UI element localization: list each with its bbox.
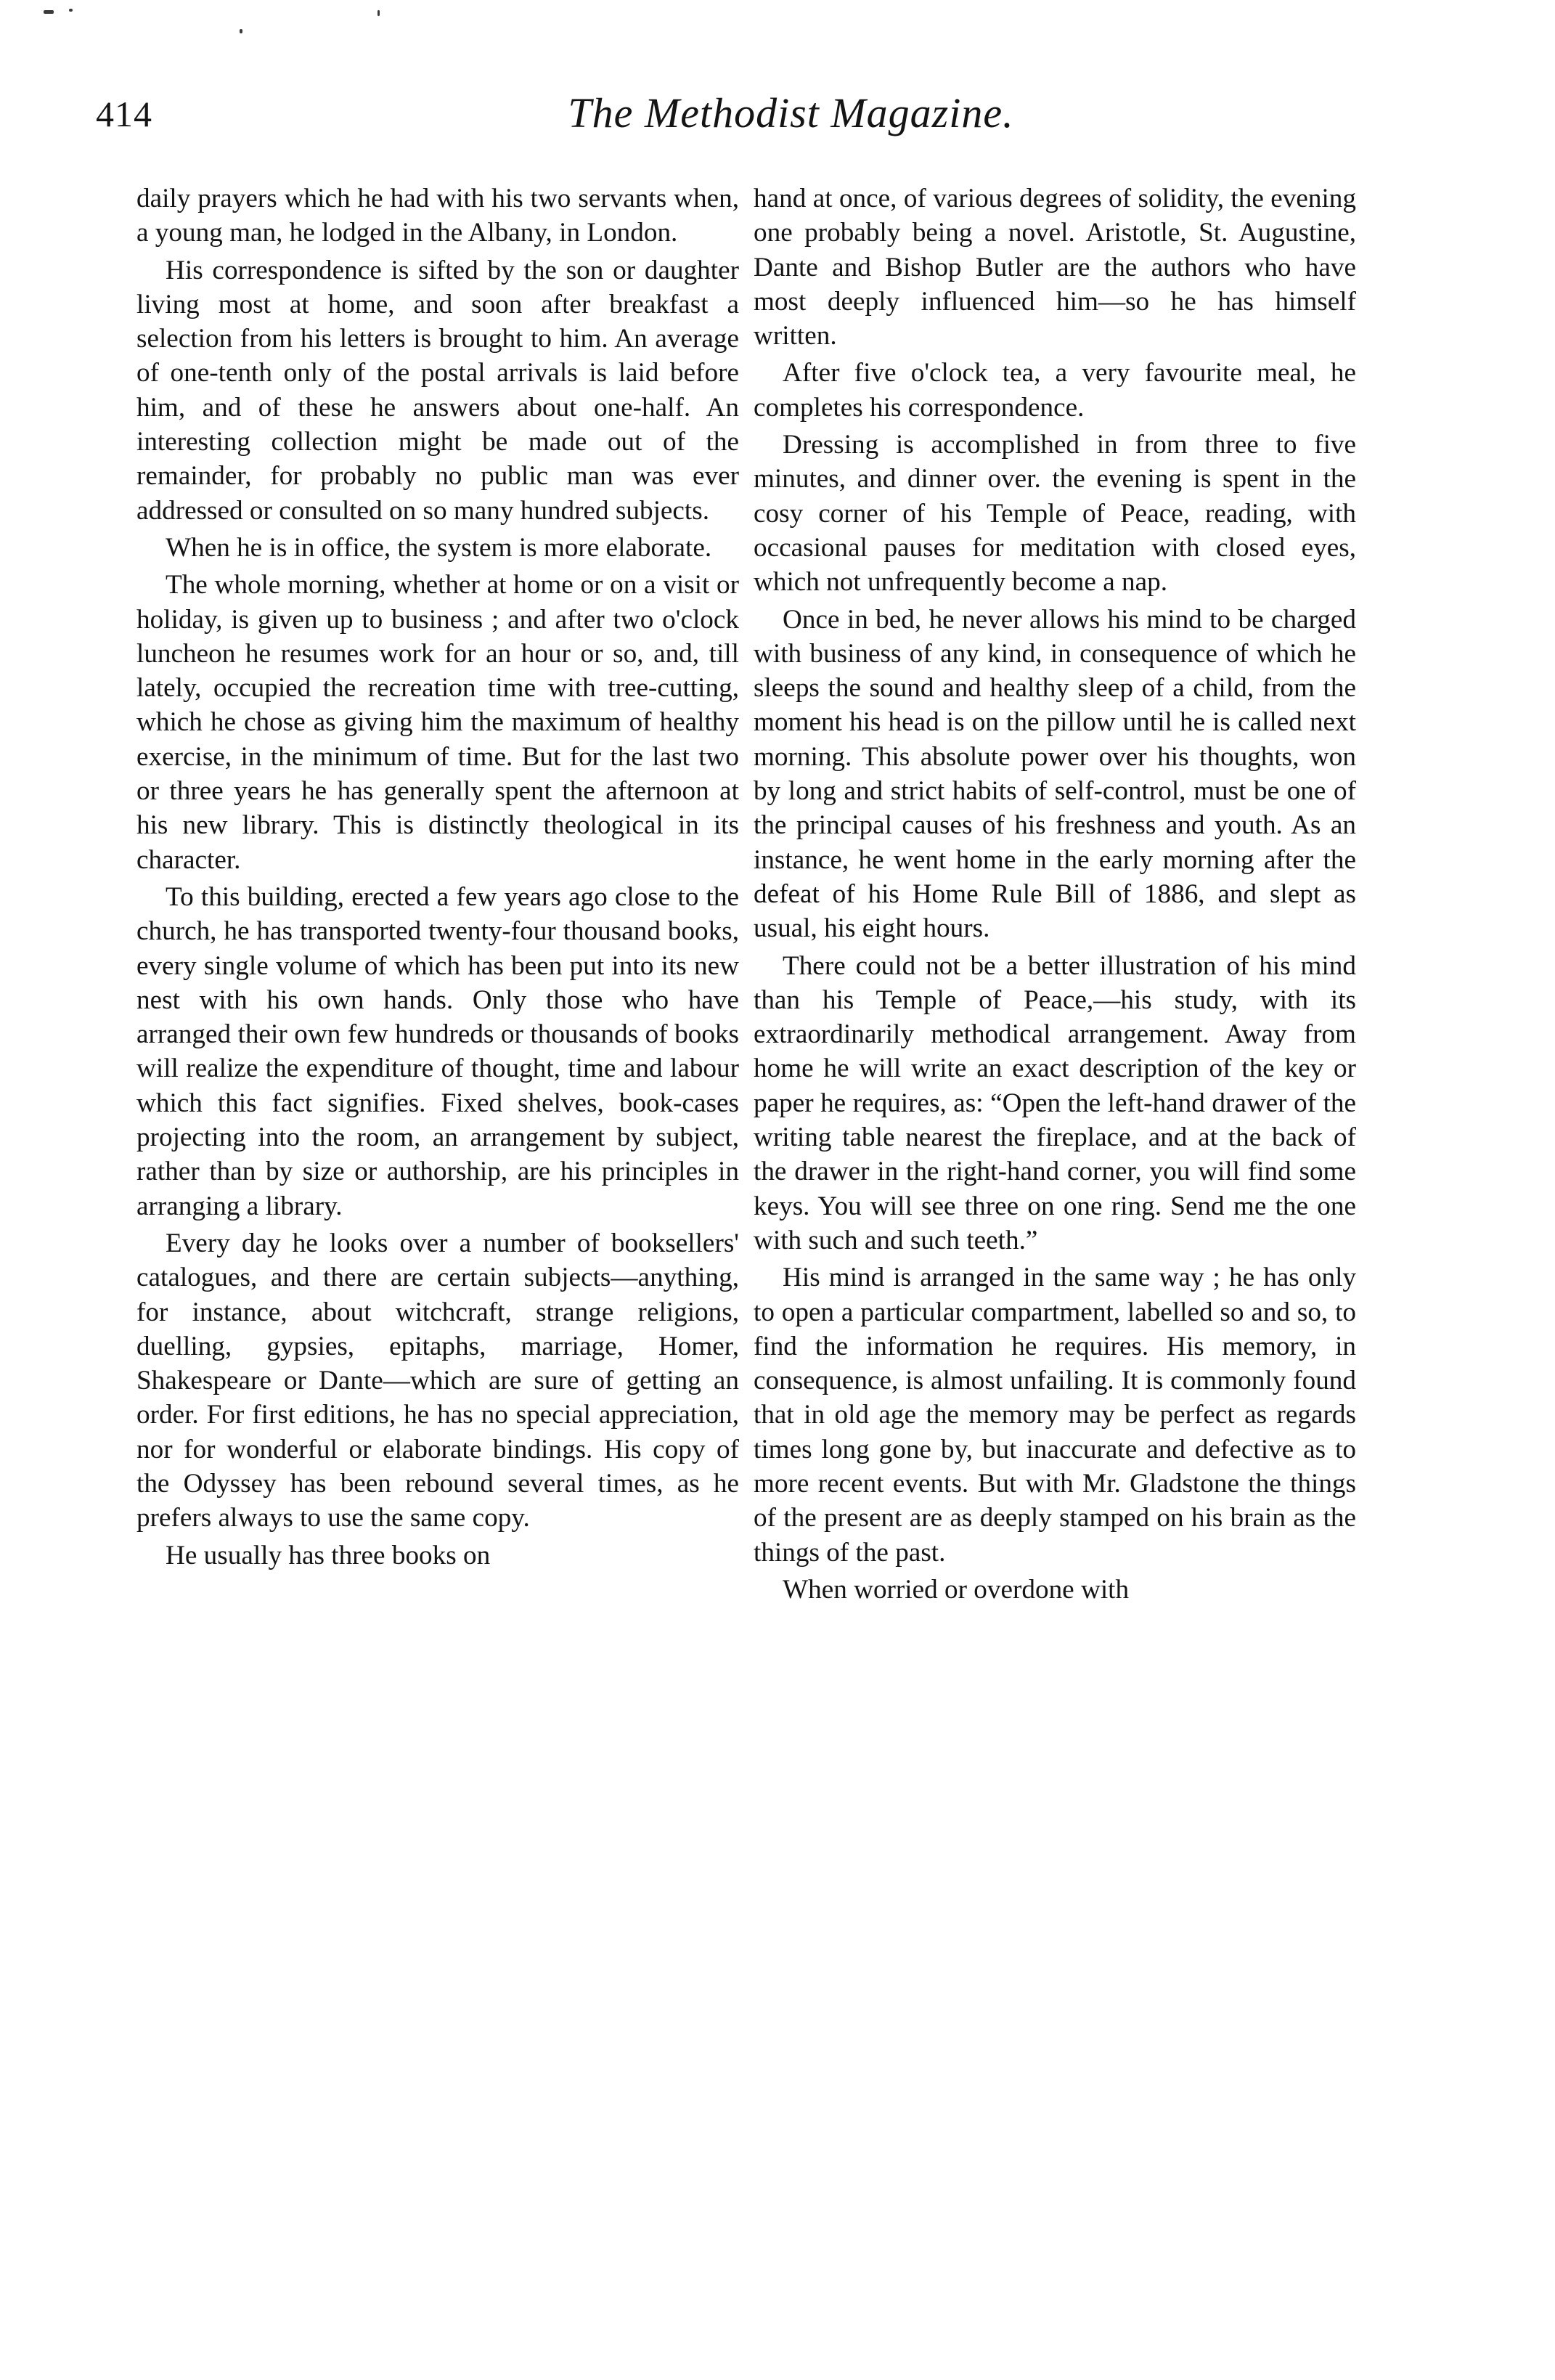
paragraph: When worried or overdone with — [783, 1574, 1130, 1605]
paragraph: After five o'clock tea, a very favourite meal, he completes his correspondence. — [754, 358, 1356, 423]
paragraph: When he is in office, the system is more elaborate. — [166, 532, 712, 563]
paragraph: Dressing is accomplished in from three to five minutes, and dinner over. the evening is spent in the cosy corner of his Temple of Peace, reading, with occasional pauses for meditation with closed eyes, which not unfrequently become a nap. — [754, 430, 1356, 598]
running-title: The Methodist Magazine. — [568, 89, 1014, 136]
paragraph: His correspondence is sifted by the son or daughter living most at home, and soon after breakfast a selection from his letters is brought to him. An average of one-tenth only of the postal arrivals is laid before him, and of these he answers about one-half. An interesting collection might be made out of the remainder, for probably no public man was ever addressed or consulted on so many hundred subjects. — [136, 255, 739, 526]
print-speck — [44, 10, 54, 14]
paragraph: To this building, erected a few years ago close to the church, he has transported twenty-four thousand books, every single volume of which has been put into its new nest with his own hands. Only those who have arranged their own few hundreds or thousands of books will realize the expenditure of thought, time and labour which this fact signifies. Fixed shelves, book-cases projecting into the room, an arrangement by subject, rather than by size or authorship, are his principles in arranging a library. — [136, 881, 739, 1221]
paragraph: daily prayers which he had with his two servants when, a young man, he lodged in the Albany, in London. — [136, 184, 739, 248]
print-speck — [377, 10, 380, 16]
page-number: 414 — [96, 94, 152, 134]
paragraph: hand at once, of various degrees of solidity, the evening one probably being a novel. Aristotle, St. Augustine, Dante and Bishop Butler are the authors who have most deeply influenced him—so he has himself written. — [754, 184, 1356, 351]
paragraph: Once in bed, he never allows his mind to be charged with business of any kind, in consequence of which he sleeps the sound and healthy sleep of a child, from the moment his head is on the pillow until he is called next morning. This absolute power over his thoughts, won by long and strict habits of self-control, must be one of the principal causes of his freshness and youth. As an instance, he went home in the early morning after the defeat of his Home Rule Bill of 1886, and slept as usual, his eight hours. — [754, 604, 1356, 944]
paragraph: He usually has three books on — [166, 1540, 491, 1570]
paragraph: His mind is arranged in the same way ; he has only to open a particular compartment, labelled so and so, to find the information he requires. His memory, in consequence, is almost unfailing. It is commonly found that in old age the memory may be perfect as regards times long gone by, but inaccurate and defective as to more recent events. But with Mr. Gladstone the things of the present are as deeply stamped on his brain as the things of the past. — [754, 1263, 1356, 1568]
paragraph: The whole morning, whether at home or on a visit or holiday, is given up to business ; and after two o'clock luncheon he resumes work for an hour or so, and, till lately, occupied the recreation time with tree-cutting, which he chose as giving him the maximum of healthy exercise, in the minimum of time. But for the last two or three years he has generally spent the afternoon at his new library. This is distinctly theological in its character. — [136, 570, 739, 875]
print-speck — [240, 29, 242, 33]
paragraph: Every day he looks over a number of booksellers' catalogues, and there are certain subjects—anything, for instance, about witchcraft, strange religions, duelling, gypsies, epitaphs, marriage, Homer, Shakespeare or Dante—which are sure of getting an order. For first editions, he has no special appreciation, nor for wonderful or elaborate bindings. His copy of the Odyssey has been rebound several times, as he prefers always to use the same copy. — [136, 1228, 739, 1533]
left-column — [136, 182, 739, 1576]
right-column — [754, 182, 1356, 1610]
paragraph: There could not be a better illustration of his mind than his Temple of Peace,—his study, with its extraordinarily methodical arrangement. Away from home he will write an exact description of the key or paper he requires, as: “Open the left-hand drawer of the writing table nearest the fireplace, and at the back of the drawer in the right-hand corner, you will find some keys. You will see three on one ring. Send me the one with such and such teeth.” — [754, 950, 1356, 1255]
page-header — [96, 86, 1442, 151]
print-speck — [69, 9, 73, 12]
